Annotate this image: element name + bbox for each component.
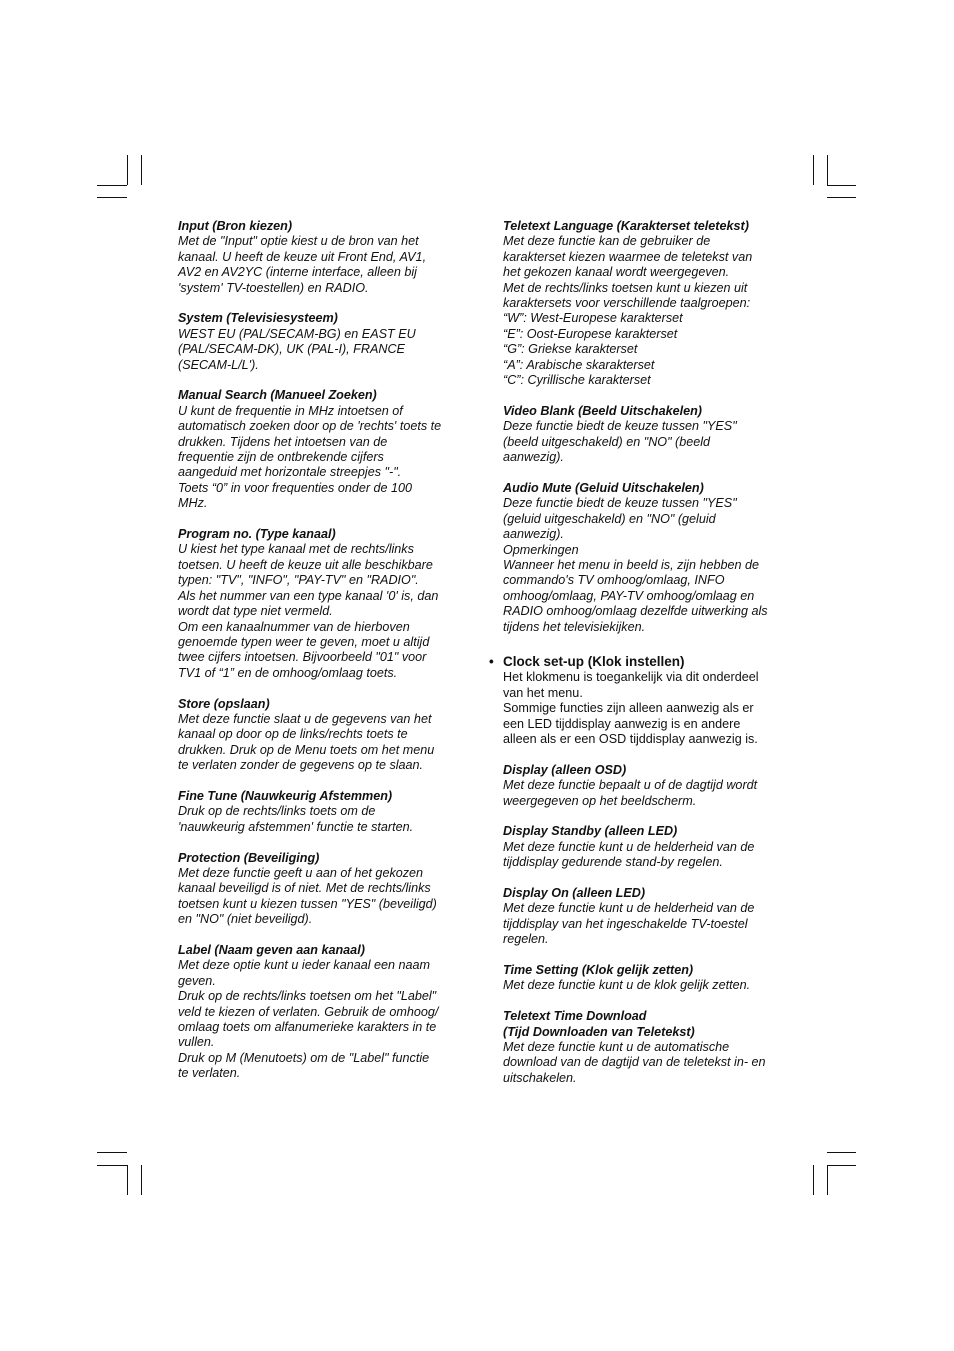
section-display-osd	[503, 763, 795, 809]
clock-setup-title: Clock set-up (Klok instellen)	[503, 653, 685, 669]
section-body: Met deze functie geeft u aan of het gekozen kanaal beveiligd is of niet. Met de rechts/links toetsen kunt u kiezen tussen "YES" (beveiligd) en "NO" (niet beveiligd).	[178, 865, 437, 927]
crop-mark-bottom-right-h	[827, 1152, 856, 1153]
section-heading: Display Standby (alleen LED)	[503, 824, 678, 839]
section-fine-tune	[178, 789, 470, 835]
section-teletext-language	[503, 219, 795, 388]
section-body: Druk op de rechts/links toets om de 'nauwkeurig afstemmen' functie te starten.	[178, 804, 414, 834]
section-heading: Program no. (Type kanaal)	[178, 527, 336, 542]
section-body: U kunt de frequentie in MHz intoetsen of automatisch zoeken door op de 'rechts' toets te drukken. Tijdens het intoetsen van de frequentie zijn de ontbrekende cijfers aangeduid met horizontale streepjes "-". Toets “0” in voor frequenties onder de 100 MHz.	[178, 403, 442, 511]
crop-mark-top-left-h	[97, 185, 127, 186]
section-display-standby	[503, 824, 795, 870]
section-heading: Label (Naam geven aan kanaal)	[178, 942, 365, 957]
crop-mark-top-left-h2	[97, 197, 127, 198]
section-body: Met deze functie slaat u de gegevens van het kanaal op door op de links/rechts toets te drukken. Druk op de Menu toets om het menu te verlaten zonder de gegevens op te slaan.	[178, 711, 435, 773]
section-body: Met deze functie bepaalt u of de dagtijd wordt weergegeven op het beeldscherm.	[503, 778, 758, 808]
crop-mark-top-left-v2	[141, 155, 142, 185]
section-protection	[178, 851, 470, 928]
crop-mark-bottom-left-h2	[97, 1165, 127, 1166]
section-clock-setup	[489, 653, 795, 747]
section-body: Met deze optie kunt u ieder kanaal een naam geven. Druk op de rechts/links toetsen om het "Label" veld te kiezen of verlaten. Gebruik de omhoog/ omlaag toets om alfanumerieke karakters in te vullen. Druk op M (Menutoets) om de "Label" functie te verlaten.	[178, 958, 439, 1081]
section-heading: Manual Search (Manueel Zoeken)	[178, 388, 377, 403]
section-audio-mute	[503, 481, 795, 635]
section-body: Met deze functie kan de gebruiker de karakterset kiezen waarmee de teletekst van het gekozen kanaal wordt weergegeven. Met de rechts/links toetsen kunt u kiezen uit karaktersets voor verschillende taalgroepen: “W”: West-Europese karakterset “E”: Oost-Europese karakterset “G”: Griekse karakterset “A”: Arabische skarakterset “C”: Cyrillische karakterset	[503, 234, 753, 388]
section-teletext-time-download	[503, 1009, 795, 1086]
section-heading: Input (Bron kiezen)	[178, 219, 293, 233]
section-body: WEST EU (PAL/SECAM-BG) en EAST EU (PAL/SECAM-DK), UK (PAL-I), FRANCE (SECAM-L/L').	[178, 326, 416, 372]
clock-setup-title-row	[489, 653, 795, 670]
section-program-no	[178, 527, 470, 681]
section-body: Deze functie biedt de keuze tussen "YES" (beeld uitgeschakeld) en "NO" (beeld aanwezig).	[503, 419, 737, 465]
crop-mark-bottom-left-h	[97, 1152, 127, 1153]
crop-mark-bottom-left-v	[127, 1165, 128, 1195]
bullet-icon: •	[489, 653, 494, 669]
section-heading: Teletext Language (Karakterset teletekst)	[503, 219, 749, 233]
crop-mark-bottom-left-v2	[141, 1165, 142, 1195]
section-body: U kiest het type kanaal met de rechts/links toetsen. U heeft de keuze uit alle beschikbare typen: "TV", "INFO", "PAY-TV" en "RADIO". Als het nummer van een type kanaal '0' is, dan wordt dat type niet vermeld. Om een kanaalnummer van de hierboven genoemde typen weer te geven, moet u altijd twee cijfers intoetsen. Bijvoorbeeld "01" voor TV1 of “1” en de omhoog/omlaag toets.	[178, 542, 439, 680]
right-column	[489, 219, 795, 1102]
section-heading: Display On (alleen LED)	[503, 885, 646, 900]
section-input	[178, 219, 470, 296]
section-time-setting	[503, 963, 795, 994]
crop-mark-bottom-right-v	[813, 1165, 814, 1195]
section-heading: Fine Tune (Nauwkeurig Afstemmen)	[178, 788, 393, 803]
section-heading: Protection (Beveiliging)	[178, 850, 320, 865]
section-system	[178, 311, 470, 373]
crop-mark-bottom-right-h2	[827, 1165, 856, 1166]
section-heading: Store (opslaan)	[178, 696, 270, 711]
section-heading: System (Televisiesysteem)	[178, 311, 338, 326]
clock-setup-body: Het klokmenu is toegankelijk via dit onderdeel van het menu. Sommige functies zijn alleen aanwezig als er een LED tijddisplay aanwezig is en andere alleen als er een OSD tijddisplay aanwezig is.	[503, 670, 759, 746]
section-body: Met deze functie kunt u de automatische download van de dagtijd van de teletekst in- en uitschakelen.	[503, 1040, 766, 1085]
crop-mark-top-right-h2	[827, 197, 856, 198]
section-body: Met deze functie kunt u de helderheid van de tijddisplay gedurende stand-by regelen.	[503, 839, 755, 870]
section-store	[178, 697, 470, 774]
crop-mark-top-right-v	[813, 155, 814, 185]
section-video-blank	[503, 404, 795, 466]
section-heading: Time Setting (Klok gelijk zetten)	[503, 963, 694, 977]
left-column	[178, 219, 470, 1097]
crop-mark-top-left-v	[127, 155, 128, 185]
crop-mark-bottom-right-v2	[827, 1165, 828, 1195]
section-manual-search	[178, 388, 470, 511]
section-heading: Audio Mute (Geluid Uitschakelen)	[503, 480, 704, 495]
section-label	[178, 943, 470, 1082]
section-body: Met deze functie kunt u de klok gelijk zetten.	[503, 978, 751, 993]
section-body: Met de "Input" optie kiest u de bron van het kanaal. U heeft de keuze uit Front End, AV1, AV2 en AV2YC (interne interface, alleen bij 'system' TV-toestellen) en RADIO.	[178, 234, 427, 295]
crop-mark-top-right-h	[827, 185, 856, 186]
section-display-on	[503, 886, 795, 948]
section-heading: Teletext Time Download (Tijd Downloaden van Teletekst)	[503, 1009, 695, 1039]
section-body: Met deze functie kunt u de helderheid van de tijddisplay van het ingeschakelde TV-toestel regelen.	[503, 901, 755, 947]
crop-mark-top-right-v2	[827, 155, 828, 185]
section-body: Deze functie biedt de keuze tussen "YES" (geluid uitgeschakeld) en "NO" (geluid aanwezig). Opmerkingen Wanneer het menu in beeld is, zijn hebben de commando's TV omhoog/omlaag, INFO omhoog/omlaag, PAY-TV omhoog/omlaag en RADIO omhoog/omlaag dezelfde uitwerking als tijdens het televisiekijken.	[503, 496, 768, 634]
section-heading: Display (alleen OSD)	[503, 762, 627, 777]
section-heading: Video Blank (Beeld Uitschakelen)	[503, 403, 702, 418]
